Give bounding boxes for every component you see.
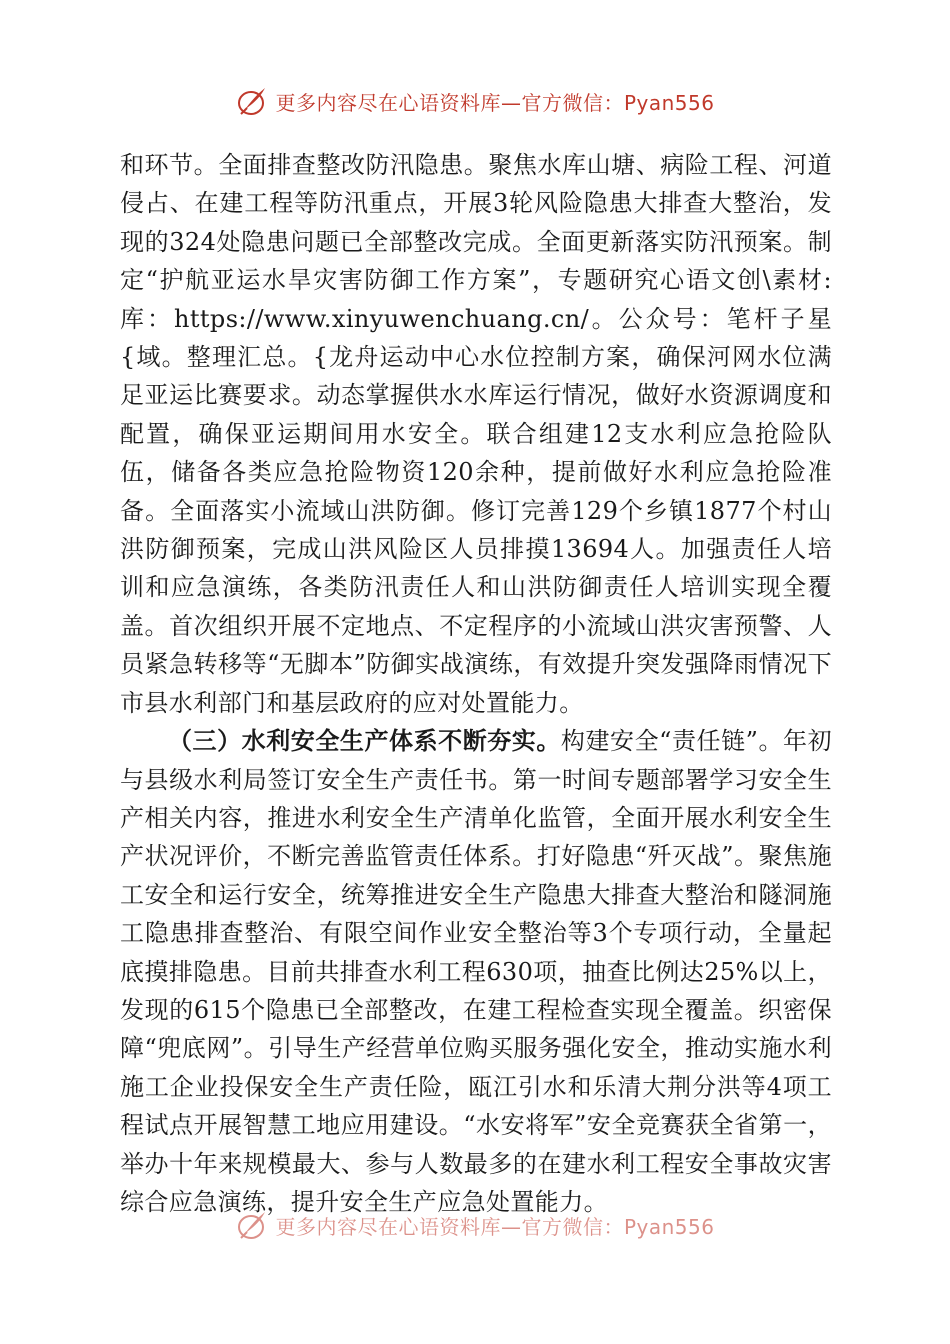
quill-logo-icon [235, 1208, 269, 1242]
section-heading: （三）水利安全生产体系不断夯实。 [168, 727, 561, 756]
section-text: 构建安全“责任链”。年初与县级水利局签订安全生产责任书。第一时间专题部署学习安全生产相关内容，推进水利安全生产清单化监管，全面开展水利安全生产状况评价，不断完善监管责任体系。打好隐患“歼灭战”。聚焦施工安全和运行安全，统筹推进安全生产隐患大排查大整治和隧洞施工隐患排查整治、有限空间作业安全整治等3个专项行动，全量起底摸排隐患。目前共排查水利工程630项，抽查比例达25%以上，发现的615个隐患已全部整改，在建工程检查实现全覆盖。织密保障“兜底网”。引导生产经营单位购买服务强化安全，推动实施水利施工企业投保安全生产责任险，瓯江引水和乐清大荆分洪等4项工程试点开展智慧工地应用建设。“水安将军”安全竞赛获全省第一，举办十年来规模最大、参与人数最多的在建水利工程安全事故灾害综合应急演练，提升安全生产应急处置能力。 [120, 727, 832, 1216]
header-watermark [0, 84, 950, 118]
footer-watermark-text: 更多内容尽在心语资料库—官方微信：Pyan556 [275, 1214, 715, 1239]
document-body [120, 146, 832, 1221]
quill-logo-icon [235, 84, 269, 118]
paragraph-safety-production [120, 722, 832, 1221]
footer-watermark [0, 1208, 950, 1242]
header-watermark-text: 更多内容尽在心语资料库—官方微信：Pyan556 [275, 90, 715, 115]
paragraph-flood-prevention: 和环节。全面排查整改防汛隐患。聚焦水库山塘、病险工程、河道侵占、在建工程等防汛重点，开展3轮风险隐患大排查大整治，发现的324处隐患问题已全部整改完成。全面更新落实防汛预案。制定“护航亚运水旱灾害防御工作方案”，专题研究心语文创\素材:库：https://www.xinyuwenchuang.cn/。公众号：笔杆子星{域。整理汇总。{龙舟运动中心水位控制方案，确保河网水位满足亚运比赛要求。动态掌握供水水库运行情况，做好水资源调度和配置，确保亚运期间用水安全。联合组建12支水利应急抢险队伍，储备各类应急抢险物资120余种，提前做好水利应急抢险准备。全面落实小流域山洪防御。修订完善129个乡镇1877个村山洪防御预案，完成山洪风险区人员排摸13694人。加强责任人培训和应急演练，各类防汛责任人和山洪防御责任人培训实现全覆盖。首次组织开展不定地点、不定程序的小流域山洪灾害预警、人员紧急转移等“无脚本”防御实战演练，有效提升突发强降雨情况下市县水利部门和基层政府的应对处置能力。 [120, 151, 832, 717]
